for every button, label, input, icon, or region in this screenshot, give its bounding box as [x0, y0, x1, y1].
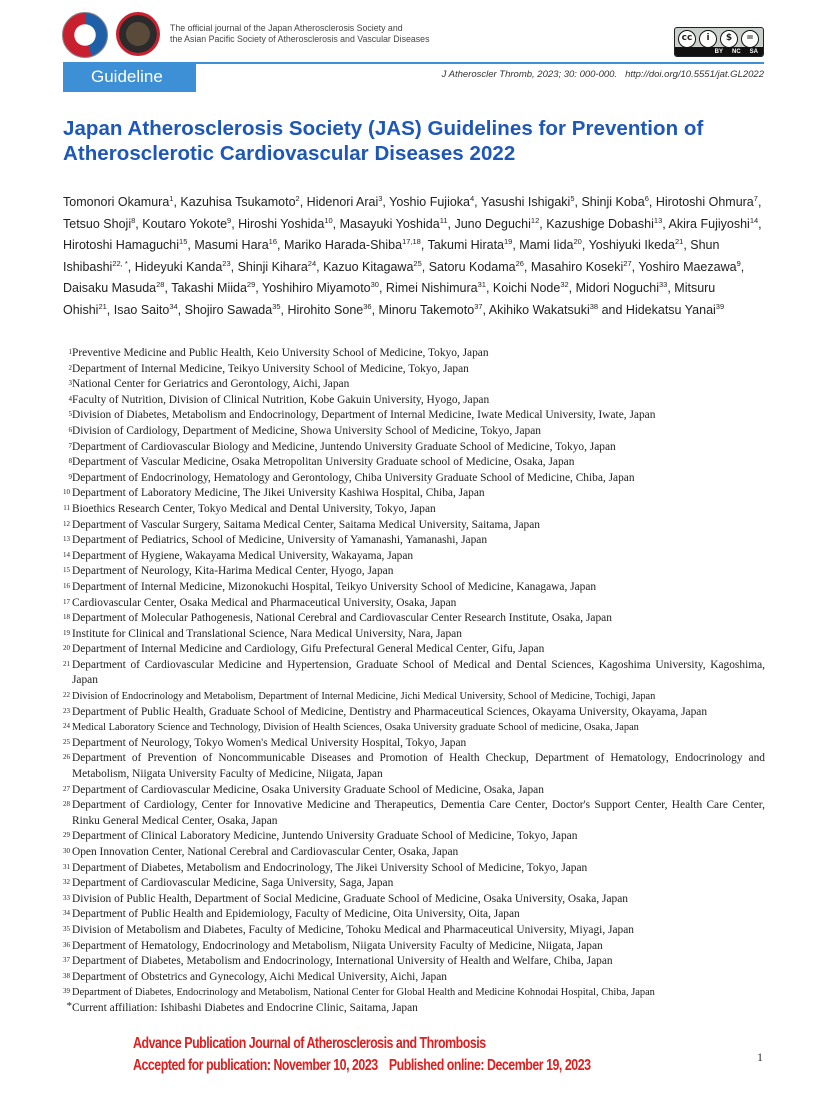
affiliation-number: 26: [63, 753, 70, 762]
author: [531, 260, 632, 274]
author-affiliation-ref: 32: [560, 280, 569, 290]
author: [386, 281, 486, 295]
author: [576, 281, 668, 295]
author-affiliation-ref: 5: [570, 194, 575, 203]
publication-dates: [133, 1055, 591, 1077]
author-affiliation-ref: 15: [179, 237, 188, 247]
affiliation-item: [63, 393, 765, 409]
affiliation-text: Department of Public Health, Graduate School of Medicine, Dentistry and Pharmaceutical Sciences, Okayama University, Okayama, Japan: [72, 705, 708, 718]
affiliation-item: [63, 642, 765, 658]
author-name: Akihiko Wakatsuki: [488, 302, 590, 317]
affiliation-text: Preventive Medicine and Public Health, Keio University School of Medicine, Tokyo, Japan: [72, 347, 489, 359]
cc-icon: cc: [678, 30, 696, 48]
apsav-society-logo: [116, 12, 160, 56]
affiliation-number: 36: [63, 940, 70, 949]
author-name: Koichi Node: [492, 281, 561, 296]
author: [428, 238, 513, 252]
affiliation-text: Department of Vascular Medicine, Osaka Metropolitan University Graduate school of Medicine, Osaka, Japan: [72, 456, 575, 469]
affiliation-text: Department of Cardiovascular Biology and Medicine, Juntendo University Graduate School of Medicine, Tokyo, Japan: [72, 440, 616, 453]
affiliation-text: Department of Diabetes, Metabolism and Endocrinology, The Jikei University School of Medicine, Tokyo, Japan: [72, 861, 588, 874]
author: [519, 238, 582, 252]
author-name: Shinji Koba: [581, 195, 645, 210]
affiliation-number: 3: [68, 379, 72, 388]
affiliation-item: [63, 533, 765, 549]
accepted-date: Accepted for publication: November 10, 2023: [133, 1057, 378, 1074]
cc-license-badge[interactable]: [674, 27, 764, 57]
author: [180, 195, 299, 209]
author-affiliation-ref: 12: [530, 215, 540, 225]
affiliation-number: 28: [63, 800, 70, 809]
author-affiliation-ref: 24: [307, 258, 317, 268]
author-affiliation-ref: 22, *: [112, 258, 128, 268]
author-affiliation-ref: 27: [623, 258, 632, 268]
affiliation-item: [63, 970, 765, 986]
citation-line: [442, 69, 764, 80]
author-name: Masahiro Koseki: [530, 259, 624, 274]
author-name: Hideyuki Kanda: [134, 259, 223, 274]
affiliation-number: 38: [63, 971, 70, 980]
affiliation-number: 12: [63, 519, 70, 528]
affiliation-number: 15: [63, 566, 70, 575]
author: [340, 217, 448, 231]
author-affiliation-ref: 9: [227, 215, 232, 225]
affiliation-number: 18: [63, 613, 70, 622]
advance-publication-notice: [133, 1033, 591, 1077]
affiliation-item: [63, 658, 765, 689]
author-name: Yoshiyuki Ikeda: [588, 238, 675, 253]
affiliation-text: Department of Diabetes, Metabolism and Endocrinology, International University of Health and Welfare, Chiba, Japan: [72, 955, 613, 968]
author-affiliation-ref: 29: [246, 280, 256, 290]
author-affiliation-ref: 23: [222, 258, 231, 268]
affiliation-item: [63, 705, 765, 721]
author: [589, 238, 684, 252]
affiliation-item: [63, 923, 765, 939]
affiliation-item: [63, 549, 765, 565]
affiliation-text: Department of Neurology, Kita-Harima Medical Center, Hyogo, Japan: [72, 565, 394, 578]
affiliation-item: [63, 736, 765, 752]
author: [307, 195, 383, 209]
affiliation-number: 10: [63, 488, 70, 497]
affiliation-item: [63, 798, 765, 829]
author-affiliation-ref: 17,18: [402, 237, 421, 247]
affiliation-number: 30: [63, 847, 70, 855]
author: [546, 217, 662, 231]
affiliation-item: [63, 939, 765, 955]
author: [379, 303, 483, 317]
affiliation-text: Department of Molecular Pathogenesis, National Cerebral and Cardiovascular Center Research Institute, Osaka, Japan: [72, 612, 612, 625]
author-name: Hirotoshi Ohmura: [655, 195, 754, 210]
author-affiliation-ref: 33: [658, 280, 668, 290]
author-affiliation-ref: 31: [477, 280, 486, 290]
affiliation-item: [63, 502, 765, 518]
affiliation-item: [63, 892, 765, 908]
affiliation-number: 39: [63, 987, 70, 996]
author-name: Yoshio Fujioka: [389, 195, 470, 210]
affiliation-number: 7: [68, 441, 72, 450]
author: [262, 281, 379, 295]
author-affiliation-ref: 9: [736, 258, 741, 268]
author-affiliation-ref: 20: [573, 237, 582, 247]
author: [238, 260, 317, 274]
author: [63, 217, 135, 231]
author-affiliation-ref: 6: [644, 194, 649, 203]
author-name: Hirotoshi Hamaguchi: [63, 238, 180, 253]
affiliation-number: 37: [63, 956, 70, 965]
author-affiliation-ref: 16: [268, 237, 277, 247]
affiliation-text: Department of Hygiene, Wakayama Medical University, Wakayama, Japan: [72, 549, 414, 562]
current-affiliation-note: [63, 1001, 765, 1017]
author-affiliation-ref: 19: [504, 237, 513, 247]
author-affiliation-ref: 35: [272, 301, 281, 311]
author-name: Shun Ishibashi: [63, 238, 720, 274]
affiliation-text: Division of Public Health, Department of Social Medicine, Graduate School of Medicine, Osaka University, Osaka, Japan: [72, 892, 628, 905]
affiliation-number: 29: [63, 831, 70, 840]
author-affiliation-ref: 3: [378, 194, 383, 203]
author-name: Kazuo Kitagawa: [323, 259, 414, 274]
affiliation-text: Open Innovation Center, National Cerebral and Cardiovascular Center, Osaka, Japan: [72, 846, 459, 858]
author-name: Shojiro Sawada: [184, 302, 273, 317]
affiliation-text: Department of Prevention of Noncommunicable Diseases and Promotion of Health Checkup, Department of Hematology, Endocrinology and Metabolism, Niigata University Faculty of Medicine, Niigata, Japan: [72, 752, 765, 781]
author: [454, 217, 539, 231]
affiliation-item: [63, 564, 765, 580]
author-name: Hidekatsu Yanai: [625, 302, 716, 317]
affiliation-item: [63, 845, 765, 861]
affiliation-item: [63, 985, 765, 1001]
published-date: Published online: December 19, 2023: [388, 1057, 591, 1074]
author-name: Tetsuo Shoji: [63, 216, 132, 231]
page-number: 1: [757, 1050, 763, 1064]
author-name: Takashi Miida: [171, 281, 247, 296]
author: [669, 217, 759, 231]
affiliation-text: Department of Cardiovascular Medicine and Hypertension, Graduate School of Medical and Dental Sciences, Kagoshima University, Kagoshima, Japan: [72, 658, 765, 687]
author-name: Midori Noguchi: [575, 281, 659, 296]
affiliation-item: [63, 455, 765, 471]
author-affiliation-ref: 34: [169, 301, 178, 311]
author: [481, 195, 575, 209]
author-affiliation-ref: 28: [156, 280, 165, 290]
license-label-nc: NC: [731, 48, 741, 55]
affiliation-number: 22: [63, 691, 70, 700]
author-affiliation-ref: 10: [324, 215, 333, 225]
author-name: Yasushi Ishigaki: [480, 195, 571, 210]
author: [114, 303, 178, 317]
affiliation-number: 4: [68, 394, 72, 403]
affiliation-item: [63, 876, 765, 892]
affiliation-text: Cardiovascular Center, Osaka Medical and Pharmaceutical University, Osaka, Japan: [72, 596, 457, 609]
affiliation-item: [63, 907, 765, 923]
author: [656, 195, 758, 209]
affiliation-item: [63, 611, 765, 627]
affiliation-number: 9: [68, 472, 72, 481]
author-name: Hiroshi Yoshida: [238, 216, 325, 231]
affiliation-item: [63, 377, 765, 393]
affiliation-number: *: [66, 999, 72, 1012]
jas-society-logo: [62, 12, 108, 58]
affiliation-number: 32: [63, 878, 70, 887]
affiliation-number: 27: [63, 784, 70, 793]
author-name: Yoshiro Maezawa: [638, 259, 737, 274]
affiliation-number: 8: [68, 457, 72, 466]
affiliation-number: 5: [68, 410, 72, 419]
affiliation-text: Department of Internal Medicine, Teikyo University School of Medicine, Tokyo, Japan: [72, 362, 469, 375]
affiliation-number: 17: [63, 597, 70, 606]
affiliation-number: 31: [63, 862, 70, 871]
author-affiliation-ref: 37: [474, 301, 483, 311]
affiliation-item: [63, 362, 765, 378]
affiliation-number: 11: [63, 503, 70, 512]
author-name: Masumi Hara: [194, 238, 269, 253]
advance-publication-line: Advance Publication Journal of Atherosclerosis and Thrombosis: [133, 1035, 486, 1052]
affiliation-text: Division of Endocrinology and Metabolism, Department of Internal Medicine, Jichi Medical University, School of Medicine, Tochigi, Japan: [72, 691, 656, 703]
affiliation-number: 20: [63, 644, 70, 653]
author-affiliation-ref: 14: [749, 215, 759, 225]
affiliation-text: Division of Cardiology, Department of Medicine, Showa University School of Medicine, Tokyo, Japan: [72, 424, 541, 437]
author-name: Mitsuru Ohishi: [63, 281, 716, 317]
author-affiliation-ref: 8: [131, 215, 136, 225]
affiliation-number: 25: [63, 737, 70, 746]
author: [581, 195, 648, 209]
affiliation-text: Institute for Clinical and Translational Science, Nara Medical University, Nara, Japan: [72, 627, 462, 640]
affiliation-item: [63, 424, 765, 440]
affiliation-text: Department of Neurology, Tokyo Women's Medical University Hospital, Tokyo, Japan: [72, 736, 467, 749]
author-name: Mariko Harada-Shiba: [283, 238, 403, 253]
journal-citation: J Atheroscler Thromb, 2023; 30: 000-000.: [441, 69, 618, 80]
author-name: Kazushige Dobashi: [546, 216, 654, 231]
author: [287, 303, 371, 317]
author-affiliation-ref: 13: [653, 215, 663, 225]
author-affiliation-ref: 4: [470, 194, 475, 203]
author-name: Rimei Nishimura: [385, 281, 478, 296]
affiliation-number: 14: [63, 550, 70, 559]
affiliation-text: Division of Diabetes, Metabolism and Endocrinology, Department of Internal Medicine, Iwate Medical University, Iwate, Japan: [72, 409, 656, 422]
author-name: Isao Saito: [113, 302, 170, 317]
affiliation-list: [63, 346, 765, 1017]
affiliation-item: [63, 627, 765, 643]
affiliation-item: [63, 518, 765, 534]
affiliation-item: [63, 346, 765, 362]
author: [493, 281, 569, 295]
affiliation-item: [63, 486, 765, 502]
author-name: Takumi Hirata: [427, 238, 504, 253]
affiliation-item: [63, 783, 765, 799]
affiliation-number: 33: [63, 893, 70, 902]
author-affiliation-ref: 11: [439, 215, 448, 225]
author-name: Yoshihiro Miyamoto: [262, 281, 371, 296]
affiliation-number: 24: [63, 722, 70, 731]
affiliation-item: [63, 829, 765, 845]
journal-line-1: The official journal of the Japan Atherosclerosis Society and: [170, 23, 403, 33]
author-name: Kazuhisa Tsukamoto: [180, 195, 296, 210]
affiliation-text: Department of Cardiology, Center for Innovative Medicine and Therapeutics, Dementia Care Center, Doctor's Support Center, Health Care Center, Rinku General Medical Center, Osaka, Japan: [72, 799, 765, 827]
author: [429, 260, 524, 274]
affiliation-text: Department of Laboratory Medicine, The Jikei University Kashiwa Hospital, Chiba, Japan: [72, 487, 485, 500]
affiliation-text: Department of Hematology, Endocrinology and Metabolism, Niigata University Faculty of Medicine, Niigata, Japan: [72, 939, 603, 952]
affiliation-text: Current affiliation: Ishibashi Diabetes and Endocrine Clinic, Saitama, Japan: [72, 1001, 418, 1014]
affiliation-item: [63, 751, 765, 782]
affiliation-text: Department of Internal Medicine, Mizonokuchi Hospital, Teikyo University School of Medicine, Kanagawa, Japan: [72, 580, 597, 593]
author-affiliation-ref: 25: [413, 258, 422, 268]
author: [323, 260, 422, 274]
affiliation-item: [63, 689, 765, 705]
author-name: Satoru Kodama: [428, 259, 516, 274]
affiliation-text: Department of Obstetrics and Gynecology, Aichi Medical University, Aichi, Japan: [72, 970, 447, 983]
author-affiliation-ref: 21: [674, 237, 684, 247]
author-name: Mami Iida: [519, 238, 574, 253]
affiliation-text: Bioethics Research Center, Tokyo Medical and Dental University, Tokyo, Japan: [72, 502, 436, 515]
author: [489, 303, 598, 317]
sharealike-icon: =: [741, 30, 759, 48]
author: [389, 195, 474, 209]
author: [626, 303, 724, 317]
license-label-by: BY: [714, 48, 723, 55]
author-affiliation-ref: 38: [589, 301, 599, 311]
affiliation-text: Department of Clinical Laboratory Medicine, Juntendo University Graduate School of Medicine, Tokyo, Japan: [72, 830, 578, 843]
author: [238, 217, 333, 231]
author-affiliation-ref: 1: [169, 194, 174, 203]
author-name: Juno Deguchi: [454, 216, 531, 231]
author: [135, 260, 231, 274]
affiliation-text: Department of Cardiovascular Medicine, Saga University, Saga, Japan: [72, 877, 394, 890]
author-name: Shinji Kihara: [237, 259, 308, 274]
affiliation-number: 2: [68, 363, 72, 372]
author: [171, 281, 255, 295]
author-affiliation-ref: 26: [515, 258, 524, 268]
affiliation-text: National Center for Geriatrics and Gerontology, Aichi, Japan: [72, 378, 350, 391]
journal-description: [170, 23, 429, 45]
author: [284, 238, 421, 252]
author-name: Hidenori Arai: [306, 195, 379, 210]
author-name: Tomonori Okamura: [63, 195, 170, 210]
author-affiliation-ref: 2: [295, 194, 300, 203]
affiliation-number: 34: [63, 909, 70, 918]
affiliation-item: [63, 861, 765, 877]
affiliation-text: Faculty of Nutrition, Division of Clinical Nutrition, Kobe Gakuin University, Hyogo, Japan: [72, 393, 490, 406]
author: [63, 238, 187, 252]
affiliation-item: [63, 596, 765, 612]
author-name: Akira Fujiyoshi: [668, 216, 750, 231]
affiliation-text: Medical Laboratory Science and Technology, Division of Health Sciences, Osaka University graduate School of medicine, Osaka, Japan: [72, 722, 639, 734]
author-name: Koutaro Yokote: [142, 216, 228, 231]
author: [63, 195, 173, 209]
affiliation-number: 6: [68, 425, 72, 434]
doi-link[interactable]: http://doi.org/10.5551/jat.GL2022: [625, 69, 764, 80]
author-affiliation-ref: 36: [363, 301, 372, 311]
author: [194, 238, 277, 252]
affiliation-item: [63, 471, 765, 487]
author: [638, 260, 740, 274]
affiliation-text: Department of Pediatrics, School of Medicine, University of Yamanashi, Yamanashi, Japan: [72, 534, 488, 547]
affiliation-text: Department of Vascular Surgery, Saitama Medical Center, Saitama Medical University, Saitama, Japan: [72, 518, 540, 531]
affiliation-item: [63, 720, 765, 736]
author: [63, 281, 164, 295]
affiliation-text: Department of Endocrinology, Hematology and Gerontology, Chiba University Graduate School of Medicine, Chiba, Japan: [72, 471, 635, 484]
author-affiliation-ref: 7: [753, 194, 758, 203]
affiliation-number: 1: [68, 348, 72, 356]
author: [142, 217, 231, 231]
author: [185, 303, 281, 317]
author-list: Tomonori Okamura$^1$, Kazuhisa Tsukamoto$^2$, Hidenori Arai$^3$, Yoshio Fujioka$^4$, Yasushi Ishigaki$^5$, Shinji Koba$^6$, Hirotoshi Ohmura$^7$, Tetsuo Shoji$^8$, Koutaro Yokote$^9$, Hiroshi Yoshida$^{10}$, Masayuki Yoshida$^{11}$, Juno Deguchi$^{12}$, Kazushige Dobashi$^{13}$, Akira Fujiyoshi$^{14}$, Hirotoshi Hamaguchi$^{15}$, Masumi Hara$^{16}$, Mariko Harada-Shiba$^{17,18}$, Takumi Hirata$^{19}$, Mami Iida$^{20}$, Yoshiyuki Ikeda$^{21}$, Shun Ishibashi$^{22, *}$, Hideyuki Kanda$^{23}$, Shinji Kihara$^{24}$, Kazuo Kitagawa$^{25}$, Satoru Kodama$^{26}$, Masahiro Koseki$^{27}$, Yoshiro Maezawa$^9$, Daisaku Masuda$^{28}$, Takashi Miida$^{29}$, Yoshihiro Miyamoto$^{30}$, Rimei Nishimura$^{31}$, Koichi Node$^{32}$, Midori Noguchi$^{33}$, Mitsuru Ohishi$^{21}$, Isao Saito$^{34}$, Shojiro Sawada$^{35}$, Hirohito Sone$^{36}$, Minoru Takemoto$^{37}$, Akihiko Wakatsuki$^{38}$ and Hidekatsu Yanai$^{39}$: [63, 194, 762, 317]
affiliation-text: Department of Diabetes, Endocrinology and Metabolism, National Center for Global Health and Medicine Kohnodai Hospital, Chiba, Japan: [72, 987, 655, 999]
affiliation-item: [63, 408, 765, 424]
affiliation-text: Department of Internal Medicine and Cardiology, Gifu Prefectural General Medical Center, Gifu, Japan: [72, 643, 545, 656]
noncommercial-icon: $: [720, 30, 738, 48]
article-title: Japan Atherosclerosis Society (JAS) Guidelines for Prevention of Atherosclerotic Cardiovascular Diseases 2022: [63, 117, 704, 165]
author-name: Masayuki Yoshida: [339, 216, 440, 231]
author-name: Hirohito Sone: [287, 302, 364, 317]
affiliation-text: Department of Public Health and Epidemiology, Faculty of Medicine, Oita University, Oita, Japan: [72, 908, 520, 921]
affiliation-text: Department of Cardiovascular Medicine, Osaka University Graduate School of Medicine, Osaka, Japan: [72, 783, 544, 796]
journal-line-2: the Asian Pacific Society of Atherosclerosis and Vascular Diseases: [170, 34, 430, 44]
affiliation-item: [63, 440, 765, 456]
license-label-sa: SA: [749, 48, 758, 55]
author-affiliation-ref: 39: [715, 301, 725, 311]
affiliation-text: Division of Metabolism and Diabetes, Faculty of Medicine, Tohoku Medical and Pharmaceutical University, Miyagi, Japan: [72, 923, 634, 936]
affiliation-number: 21: [63, 659, 70, 668]
affiliation-item: [63, 954, 765, 970]
affiliation-number: 16: [63, 581, 70, 590]
affiliation-number: 35: [63, 924, 70, 933]
affiliation-number: 19: [63, 628, 70, 637]
article-type-label: Guideline: [63, 62, 196, 92]
author-affiliation-ref: 21: [98, 301, 107, 311]
affiliation-number: 13: [63, 535, 70, 544]
attribution-icon: i: [699, 30, 717, 48]
author-name: Minoru Takemoto: [378, 302, 475, 317]
affiliation-number: 23: [63, 706, 70, 715]
affiliation-item: [63, 580, 765, 596]
author-affiliation-ref: 30: [370, 280, 379, 290]
author-name: Daisaku Masuda: [63, 281, 157, 296]
